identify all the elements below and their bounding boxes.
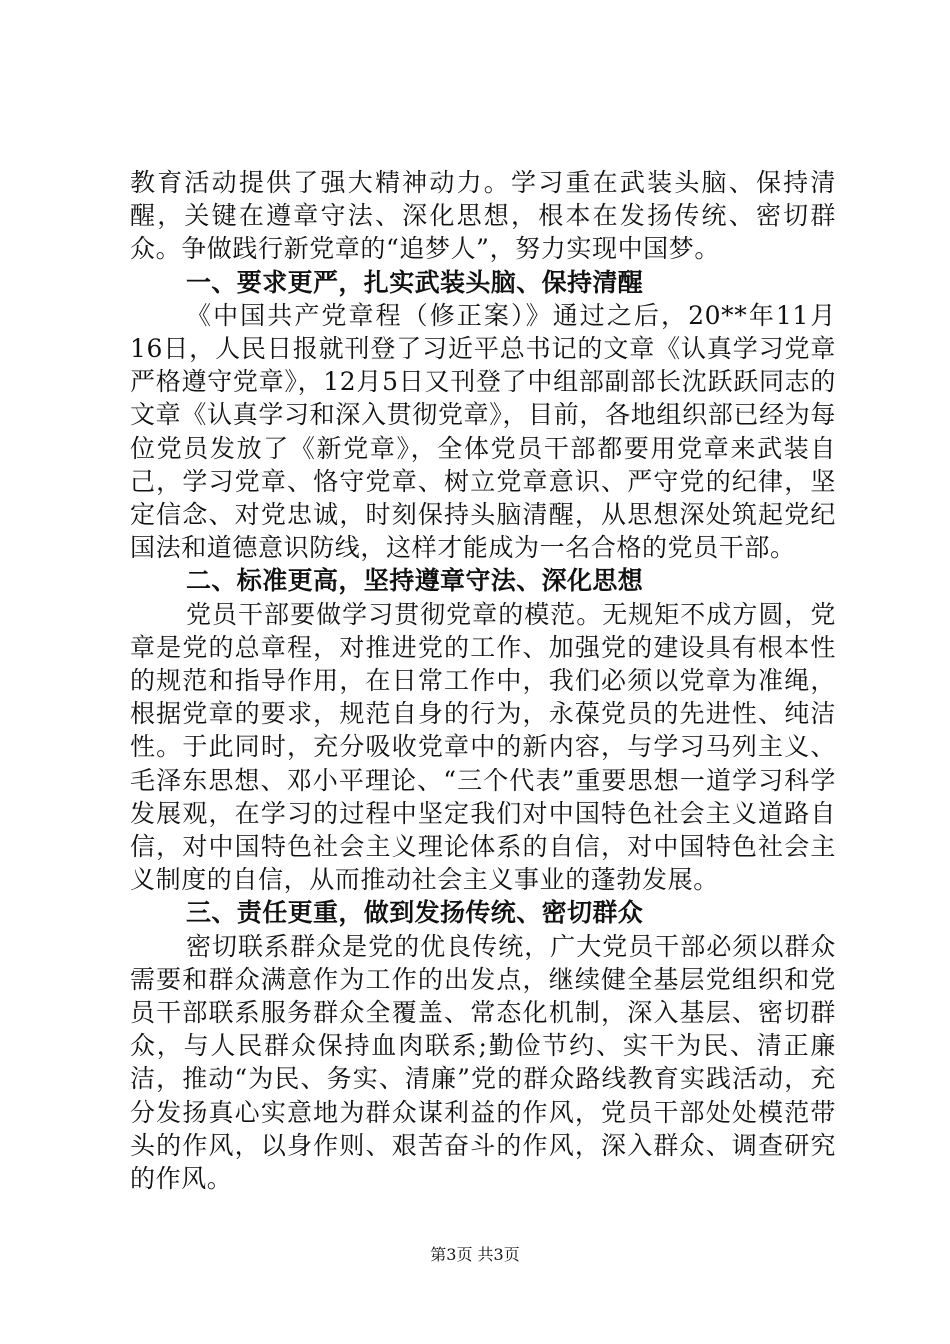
section-paragraph-2: 党员干部要做学习贯彻党章的模范。无规矩不成方圆，党章是党的总章程，对推进党的工作、加强党的建设具有根本性的规范和指导作用，在日常工作中，我们必须以党章为准绳，根据党章的要求，规范自身的行为，永葆党员的先进性、纯洁性。于此同时，充分吸收党章中的新内容，与学习马列主义、毛泽东思想、邓小平理论、“三个代表”重要思想一道学习科学发展观，在学习的过程中坚定我们对中国特色社会主义道路自信，对中国特色社会主义理论体系的自信，对中国特色社会主义制度的自信，从而推动社会主义事业的蓬勃发展。 — [130, 599, 836, 895]
section-heading-1: 一、要求更严，扎实武装头脑、保持清醒 — [186, 267, 644, 297]
page-number-footer: 第3页 共3页 — [430, 1245, 520, 1264]
section-paragraph-1: 《中国共产党章程（修正案）》通过之后，20**年11月16日，人民日报就刊登了习近平总书记的文章《认真学习党章严格遵守党章》，12月5日又刊登了中组部副部长沈跃跃同志的文章《认真学习和深入贯彻党章》，目前，各地组织部已经为每位党员发放了《新党章》，全体党员干部都要用党章来武装自己，学习党章、恪守党章、树立党章意识、严守党的纪律，坚定信念、对党忠诚，时刻保持头脑清醒，从思想深处筑起党纪国法和道德意识防线，这样才能成为一名合格的党员干部。 — [130, 300, 836, 563]
document-body — [130, 166, 836, 1195]
section-heading-2: 二、标准更高，坚持遵章守法、深化思想 — [186, 566, 644, 596]
section-heading-3: 三、责任更重，做到发扬传统、密切群众 — [186, 898, 644, 928]
section-paragraph-3: 密切联系群众是党的优良传统，广大党员干部必须以群众需要和群众满意作为工作的出发点，继续健全基层党组织和党员干部联系服务群众全覆盖、常态化机制，深入基层、密切群众，与人民群众保持血肉联系;勤俭节约、实干为民、清正廉洁，推动“为民、务实、清廉”党的群众路线教育实践活动，充分发扬真心实意地为群众谋利益的作风，党员干部处处模范带头的作风，以身作则、艰苦奋斗的作风，深入群众、调查研究的作风。 — [130, 931, 836, 1194]
intro-paragraph: 教育活动提供了强大精神动力。学习重在武装头脑、保持清醒，关键在遵章守法、深化思想，根本在发扬传统、密切群众。争做践行新党章的“追梦人”，努力实现中国梦。 — [130, 168, 836, 264]
